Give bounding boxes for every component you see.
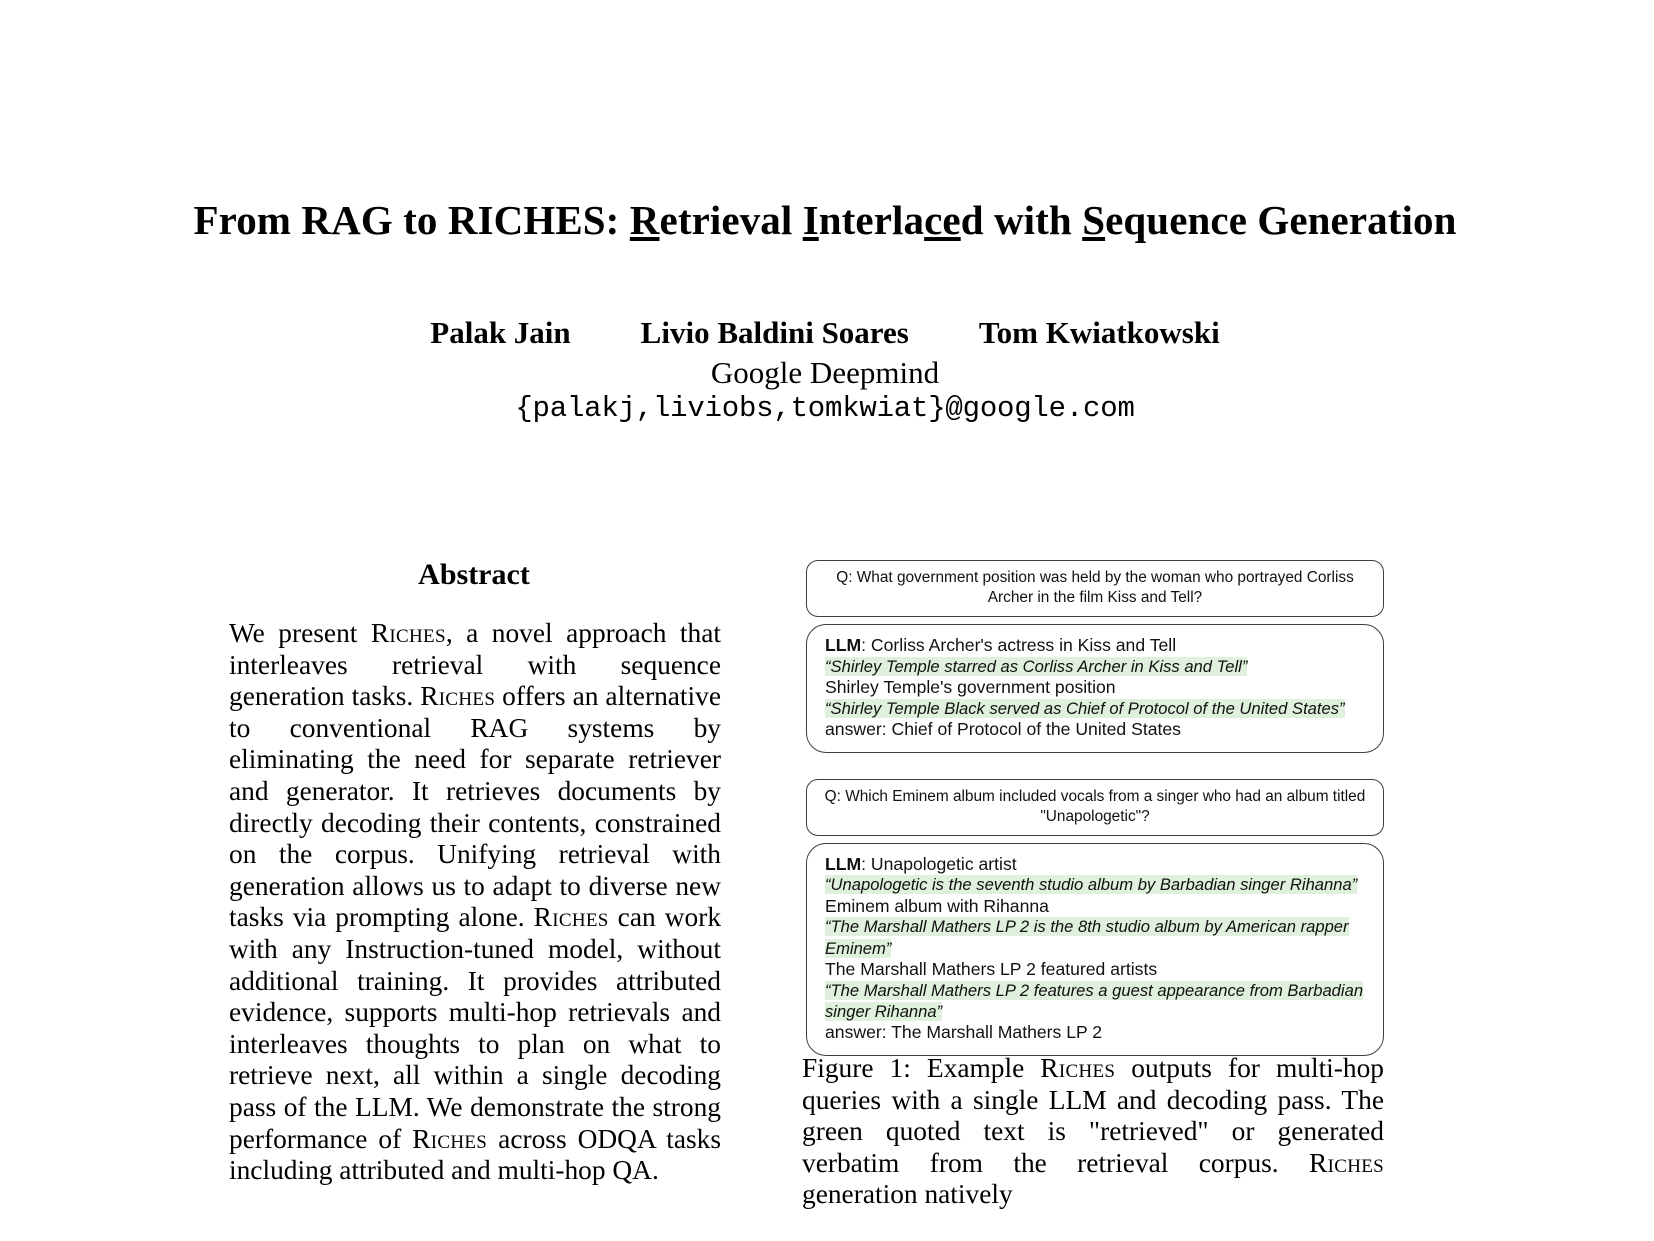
riches-smallcaps: Riches — [1309, 1147, 1384, 1178]
retrieved-text: “Shirley Temple Black served as Chief of Protocol of the United States” — [825, 698, 1345, 718]
riches-smallcaps: Riches — [370, 618, 446, 648]
retrieved-line — [825, 656, 1367, 677]
author-3: Tom Kwiatkowski — [978, 315, 1220, 350]
title-underline-r: R — [629, 197, 660, 243]
retrieved-line — [825, 698, 1367, 719]
llm-line-text: : Unapologetic artist — [861, 853, 1017, 874]
caption-seg-2: outputs for multi-hop queries with a single LLM and decoding pass. The green quoted text is "retrieved" or generated verbatim from the retrieval corpus. — [802, 1053, 1384, 1178]
thought-line: Shirley Temple's government position — [825, 677, 1116, 697]
caption-seg-3: generation natively — [802, 1179, 1013, 1210]
title-part-4: d with — [960, 197, 1083, 243]
retrieved-line — [825, 916, 1367, 959]
abstract-seg-3: offers an alternative to conventional RAG systems by eliminating the need for separate retriever and generator. It retrieves documents by directly decoding their contents, constrained on the corpus. Unifying retrieval with generation allows us to adapt to diverse new tasks via prompting alone. — [229, 681, 721, 933]
retrieved-text: “The Marshall Mathers LP 2 is the 8th studio album by American rapper Eminem” — [825, 917, 1349, 958]
retrieved-line — [825, 874, 1367, 895]
abstract-seg-4: can work with any Instruction-tuned model, without additional training. It provides attributed evidence, supports multi-hop retrievals and interleaves thoughts to plan on what to retrieve next, all within a single decoding pass of the LLM. We demonstrate the strong performance of — [229, 902, 722, 1154]
llm-line — [825, 854, 1367, 875]
retrieved-text: “The Marshall Mathers LP 2 features a guest appearance from Barbadian singer Rihanna” — [825, 980, 1364, 1021]
author-list — [180, 315, 1470, 351]
thought-line: The Marshall Mathers LP 2 featured artists — [825, 959, 1158, 979]
riches-smallcaps: Riches — [412, 1123, 488, 1154]
abstract-text — [229, 618, 721, 1187]
thought-line: Eminem album with Rihanna — [825, 895, 1049, 916]
llm-label: LLM — [825, 853, 862, 874]
abstract-heading: Abstract — [418, 558, 530, 591]
answer-line: answer: Chief of Protocol of the United States — [825, 719, 1181, 739]
title-part-1: From RAG to RICHES: — [193, 197, 630, 243]
llm-line-text: : Corliss Archer's actress in Kiss and Tell — [861, 635, 1177, 655]
title-underline-i: I — [802, 197, 819, 243]
author-2: Livio Baldini Soares — [640, 315, 909, 350]
answer-line: answer: The Marshall Mathers LP 2 — [825, 1022, 1103, 1043]
caption-seg-1: Figure 1: Example — [802, 1053, 1041, 1083]
retrieved-line — [825, 980, 1367, 1023]
retrieved-text: “Unapologetic is the seventh studio album by Barbadian singer Rihanna” — [825, 875, 1358, 895]
affiliation: Google Deepmind — [710, 355, 940, 390]
question-box-1: Q: What government position was held by the woman who portrayed Corliss Archer in the film Kiss and Tell? — [806, 560, 1384, 617]
author-1: Palak Jain — [430, 315, 571, 350]
title-underline-ce: ce — [924, 197, 961, 243]
figure-1-caption — [802, 1053, 1384, 1211]
llm-line — [825, 635, 1367, 656]
title-underline-s: S — [1082, 197, 1106, 243]
abstract-seg-1: We present — [229, 618, 371, 648]
figure-spacer — [806, 753, 1384, 779]
question-box-2: Q: Which Eminem album included vocals from a singer who had an album titled "Unapologetic"? — [806, 779, 1384, 836]
abstract-seg-2: , a novel approach that interleaves retrieval with sequence generation tasks. — [229, 618, 722, 712]
llm-output-box-2 — [806, 843, 1384, 1056]
llm-output-box-1 — [806, 624, 1384, 753]
figure-1-graphic — [806, 560, 1384, 1056]
riches-smallcaps: Riches — [1040, 1053, 1116, 1083]
title-part-2: etrieval — [659, 197, 803, 243]
title-part-3: nterla — [818, 197, 925, 243]
abstract-seg-5: across ODQA tasks including attributed and multi-hop QA. — [229, 1123, 721, 1186]
retrieved-text: “Shirley Temple starred as Corliss Archer in Kiss and Tell” — [825, 656, 1248, 676]
riches-smallcaps: Riches — [533, 902, 609, 933]
llm-label: LLM — [825, 635, 862, 655]
author-emails: {palakj,liviobs,tomkwiat}@google.com — [515, 392, 1135, 425]
title-part-5: equence Generation — [1105, 197, 1457, 243]
page-title — [180, 196, 1470, 245]
riches-smallcaps: Riches — [420, 681, 496, 712]
